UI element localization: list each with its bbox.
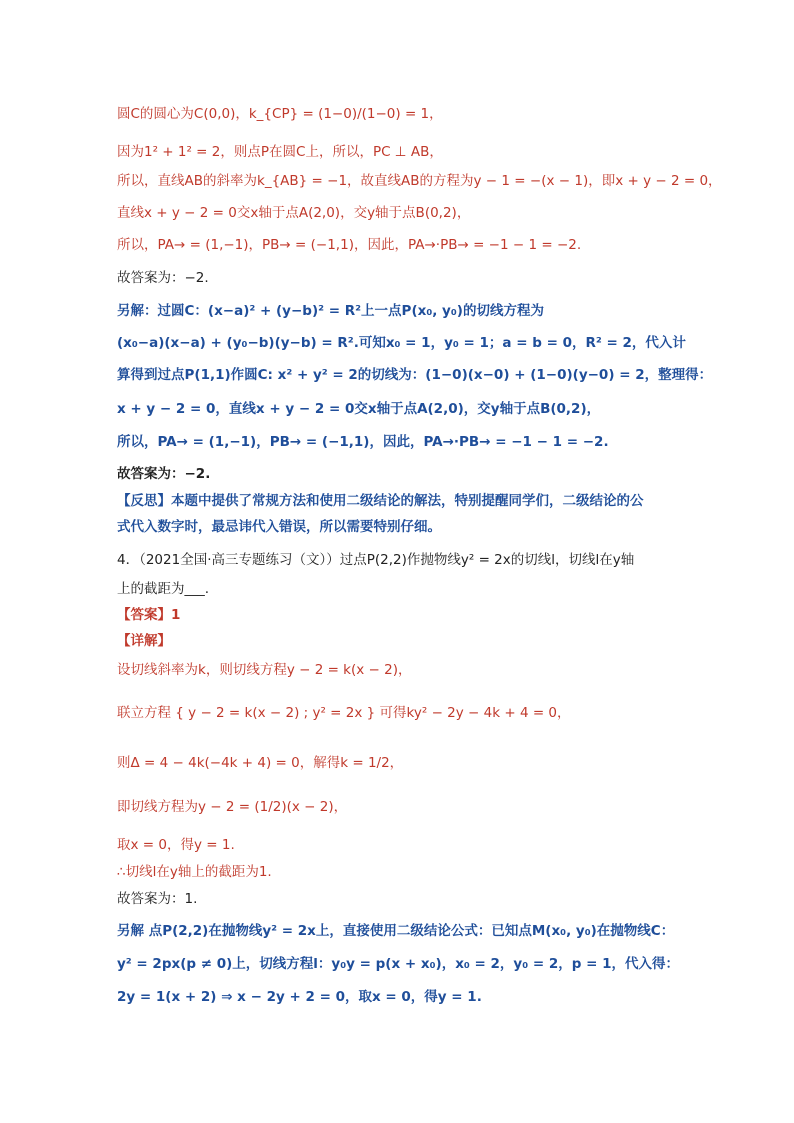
- text-line-5: 所以，PA→ = (1,−1)，PB→ = (−1,1)，因此，PA→·PB→ = −1 − 1 = −2.: [117, 237, 582, 253]
- text-line-3: 所以，直线AB的斜率为k_{AB} = −1，故直线AB的方程为y − 1 = −(x − 1)，即x + y − 2 = 0，: [117, 173, 722, 189]
- text-line-7: 另解：过圆C：(x−a)² + (y−b)² = R²上一点P(x₀, y₀)的切线方程为: [117, 303, 544, 319]
- text-line-8: (x₀−a)(x−a) + (y₀−b)(y−b) = R².可知x₀ = 1，y₀ = 1；a = b = 0，R² = 2，代入计: [117, 335, 686, 351]
- text-line-20: 联立方程 { y − 2 = k(x − 2) ; y² = 2x } 可得ky² − 2y − 4k + 4 = 0，: [117, 705, 571, 721]
- text-line-9: 算得到过点P(1,1)作圆C: x² + y² = 2的切线为：(1−0)(x−0) + (1−0)(y−0) = 2，整理得：: [117, 367, 713, 383]
- text-line-17: 【答案】1: [117, 607, 181, 623]
- text-line-14: 式代入数字时，最忌讳代入错误，所以需要特别仔细。: [117, 519, 441, 535]
- text-line-10: x + y − 2 = 0，直线x + y − 2 = 0交x轴于点A(2,0)，交y轴于点B(0,2)，: [117, 401, 601, 417]
- text-line-12: 故答案为：−2.: [117, 466, 211, 482]
- text-line-28: 2y = 1(x + 2) ⇒ x − 2y + 2 = 0，取x = 0，得y = 1.: [117, 989, 482, 1005]
- text-line-23: 取x = 0，得y = 1.: [117, 837, 235, 853]
- text-line-6: 故答案为：−2.: [117, 270, 209, 286]
- text-line-13: 【反思】本题中提供了常规方法和使用二级结论的解法，特别提醒同学们，二级结论的公: [117, 493, 644, 509]
- text-line-16: 上的截距为___.: [117, 581, 210, 597]
- text-line-22: 即切线方程为y − 2 = (1/2)(x − 2)，: [117, 799, 348, 815]
- text-line-11: 所以，PA→ = (1,−1)，PB→ = (−1,1)，因此，PA→·PB→ = −1 − 1 = −2.: [117, 434, 609, 450]
- text-line-21: 则Δ = 4 − 4k(−4k + 4) = 0，解得k = 1/2，: [117, 755, 404, 771]
- text-line-18: 【详解】: [117, 633, 171, 649]
- text-line-15: 4．（2021全国·高三专题练习（文））过点P(2,2)作抛物线y² = 2x的切线l，切线l在y轴: [117, 552, 635, 568]
- text-line-26: 另解 点P(2,2)在抛物线y² = 2x上，直接使用二级结论公式：已知点M(x₀, y₀)在抛物线C：: [117, 923, 675, 939]
- text-line-24: ∴切线l在y轴上的截距为1.: [117, 864, 272, 880]
- text-line-19: 设切线斜率为k，则切线方程y − 2 = k(x − 2)，: [117, 662, 412, 678]
- text-line-2: 因为1² + 1² = 2，则点P在圆C上，所以，PC ⊥ AB，: [117, 144, 443, 160]
- text-line-4: 直线x + y − 2 = 0交x轴于点A(2,0)，交y轴于点B(0,2)，: [117, 205, 471, 221]
- text-line-1: 圆C的圆心为C(0,0)，k_{CP} = (1−0)/(1−0) = 1，: [117, 106, 443, 122]
- text-line-25: 故答案为：1.: [117, 891, 198, 907]
- text-line-27: y² = 2px(p ≠ 0)上，切线方程l：y₀y = p(x + x₀)，x₀ = 2，y₀ = 2，p = 1，代入得：: [117, 956, 680, 972]
